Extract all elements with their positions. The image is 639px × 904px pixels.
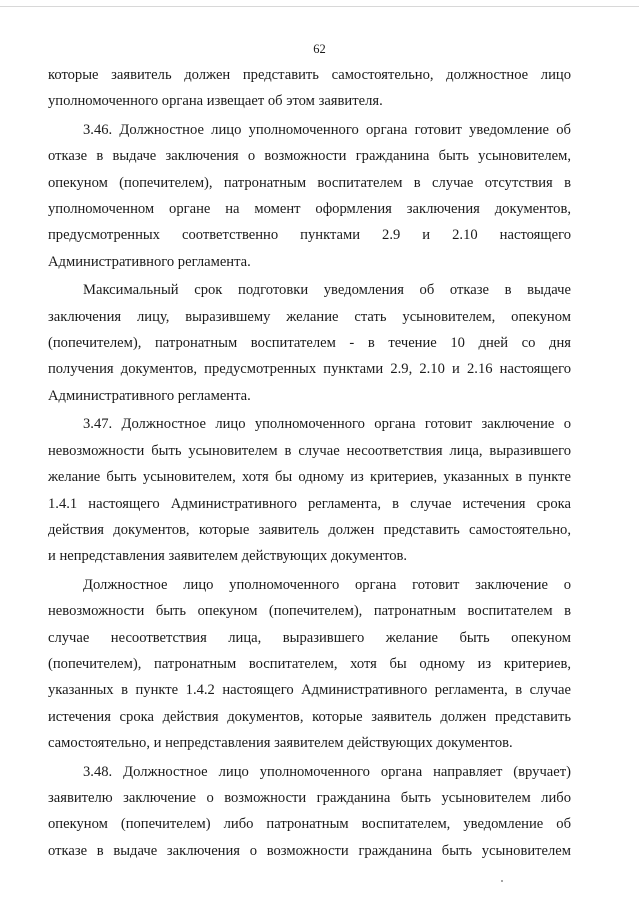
paragraph-guardian <box>48 572 571 757</box>
page-number: 62 <box>313 42 326 56</box>
paragraph-max-term <box>48 277 571 409</box>
text-line: предусмотренных соответственно пунктами 2.9 и 2.10 настоящего <box>48 227 571 244</box>
text-line: желание быть усыновителем, хотя бы одному из критериев, указанных в пункте <box>48 469 571 486</box>
paragraph-3-46 <box>48 117 571 275</box>
document-body <box>48 62 571 864</box>
text-line: и непредставления заявителем действующих документов. <box>48 548 408 565</box>
text-line: уполномоченном органе на момент оформления заключения документов, <box>48 201 571 218</box>
text-line: действия документов, которые заявитель должен представить самостоятельно, <box>48 521 571 538</box>
paragraph <box>48 62 571 115</box>
text-line: получения документов, предусмотренных пунктами 2.9, 2.10 и 2.16 настоящего <box>48 361 571 378</box>
text-line: самостоятельно, и непредставления заявителем действующих документов. <box>48 735 513 752</box>
text-line: (попечителем), патронатным воспитателем, хотя бы одному из критериев, <box>48 655 571 672</box>
text-line: заключения лицу, выразившему желание стать усыновителем, опекуном <box>48 308 571 325</box>
text-line: заявителю заключение о возможности гражданина быть усыновителем либо <box>48 789 571 806</box>
text-line: Административного регламента. <box>48 253 251 270</box>
paragraph-3-47 <box>48 411 571 569</box>
text-line: (попечителем), патронатным воспитателем - в течение 10 дней со дня <box>48 335 571 352</box>
paragraph-3-48 <box>48 759 571 865</box>
text-line: опекуном (попечителем) либо патронатным воспитателем, уведомление об <box>48 816 571 833</box>
scan-top-edge <box>0 6 639 7</box>
text-line: которые заявитель должен представить самостоятельно, должностное лицо <box>48 67 571 83</box>
text-line: 3.47. Должностное лицо уполномоченного органа готовит заключение о <box>83 416 571 433</box>
text-line: опекуном (попечителем), патронатным воспитателем в случае отсутствия в <box>48 174 571 191</box>
text-line: отказе в выдаче заключения о возможности гражданина быть усыновителем, <box>48 148 571 165</box>
text-line: 3.48. Должностное лицо уполномоченного органа направляет (вручает) <box>83 763 571 780</box>
text-line: истечения срока действия документов, которые заявитель должен представить <box>48 708 571 725</box>
text-line: Максимальный срок подготовки уведомления об отказе в выдаче <box>83 282 571 299</box>
text-line: 3.46. Должностное лицо уполномоченного органа готовит уведомление об <box>83 121 571 138</box>
text-line: Должностное лицо уполномоченного органа готовит заключение о <box>83 576 571 593</box>
text-line: случае несоответствия лица, выразившего желание быть опекуном <box>48 629 571 646</box>
text-line: отказе в выдаче заключения о возможности гражданина быть усыновителем <box>48 842 571 859</box>
text-line: невозможности быть опекуном (попечителем), патронатным воспитателем в <box>48 603 571 620</box>
text-line: Административного регламента. <box>48 387 251 404</box>
text-line: указанных в пункте 1.4.2 настоящего Административного регламента, в случае <box>48 682 571 699</box>
text-line: уполномоченного органа извещает об этом заявителя. <box>48 93 383 110</box>
text-line: невозможности быть усыновителем в случае несоответствия лица, выразившего <box>48 442 571 459</box>
text-line: 1.4.1 настоящего Административного регламента, в случае истечения срока <box>48 495 571 512</box>
scan-speck <box>501 880 503 882</box>
